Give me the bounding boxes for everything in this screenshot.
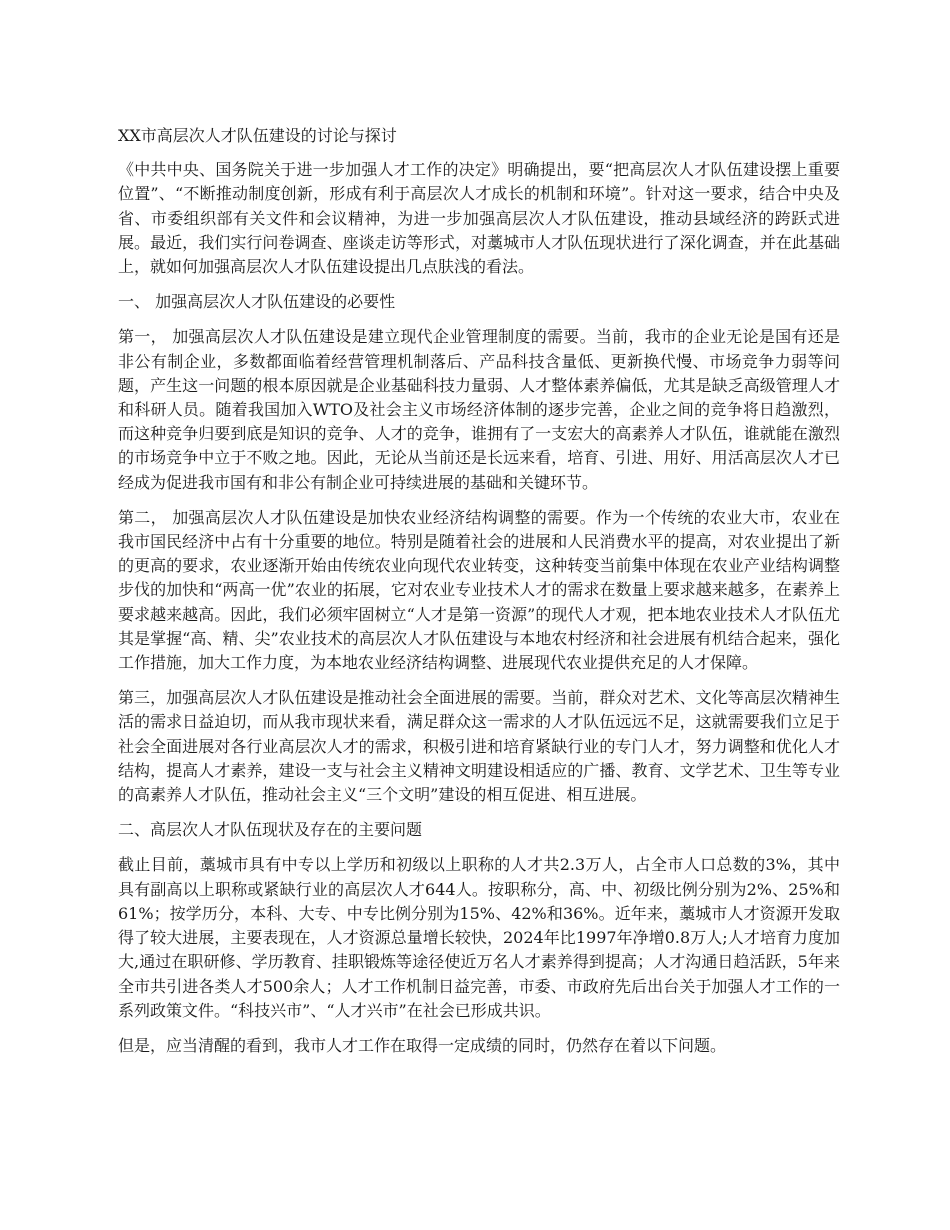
section-heading-2: 二、高层次人才队伍现状及存在的主要问题 <box>118 820 423 840</box>
paragraph-problems-intro: 但是，应当清醒的看到，我市人才工作在取得一定成绩的同时，仍然存在着以下问题。 <box>118 1035 727 1055</box>
paragraph-third: 第三，加强高层次人才队伍建设是推动社会全面进展的需要。当前，群众对艺术、文化等高层次精神生活的需求日益迫切，而从我市现状来看，满足群众这一需求的人才队伍远远不足，这就需要我们立足于社会全面进展对各行业高层次人才的需求，积极引进和培育紧缺行业的专门人才，努力调整和优化人才结构，提高人才素养，建设一支与社会主义精神文明建设相适应的广播、教育、文学艺术、卫生等专业的高素养人才队伍，推动社会主义“三个文明”建设的相互促进、相互进展。 <box>118 688 840 805</box>
document-title: XX市高层次人才队伍建设的讨论与探讨 <box>118 126 397 145</box>
paragraph-status: 截止目前，藁城市具有中专以上学历和初级以上职称的人才共2.3万人，占全市人口总数的3%，其中具有副高以上职称或紧缺行业的高层次人才644人。按职称分，高、中、初级比例分别为2%、25%和61%；按学历分，本科、大专、中专比例分别为15%、42%和36%。近年来，藁城市人才资源开发取得了较大进展，主要表现在，人才资源总量增长较快，2024年比1997年净增0.8万人;人才培育力度加大,通过在职研修、学历教育、挂职锻炼等途径使近万名人才素养得到提高；人才沟通日趋活跃，5年来全市共引进各类人才500余人；人才工作机制日益完善，市委、市政府先后出台关于加强人才工作的一系列政策文件。“科技兴市”、“人才兴市”在社会已形成共识。 <box>118 855 840 1020</box>
document-body <box>118 124 840 1069</box>
intro-paragraph: 《中共中央、国务院关于进一步加强人才工作的决定》明确提出，要“把高层次人才队伍建设摆上重要位置”、“不断推动制度创新，形成有利于高层次人才成长的机制和环境”。针对这一要求，结合中央及省、市委组织部有关文件和会议精神，为进一步加强高层次人才队伍建设，推动县域经济的跨跃式进展。最近，我们实行问卷调查、座谈走访等形式，对藁城市人才队伍现状进行了深化调查，并在此基础上，就如何加强高层次人才队伍建设提出几点肤浅的看法。 <box>118 160 840 277</box>
section-heading-1: 一、 加强高层次人才队伍建设的必要性 <box>118 292 396 312</box>
paragraph-second: 第二， 加强高层次人才队伍建设是加快农业经济结构调整的需要。作为一个传统的农业大市，农业在我市国民经济中占有十分重要的地位。特别是随着社会的进展和人民消费水平的提高，对农业提出了新的更高的要求，农业逐渐开始由传统农业向现代农业转变，这种转变当前集中体现在农业产业结构调整步伐的加快和“两高一优”农业的拓展，它对农业专业技术人才的需求在数量上要求越来越多，在素养上要求越来越高。因此，我们必须牢固树立“人才是第一资源”的现代人才观，把本地农业技术人才队伍尤其是掌握“高、精、尖”农业技术的高层次人才队伍建设与本地农村经济和社会进展有机结合起来，强化工作措施，加大工作力度，为本地农业经济结构调整、进展现代农业提供充足的人才保障。 <box>118 507 840 673</box>
paragraph-first: 第一， 加强高层次人才队伍建设是建立现代企业管理制度的需要。当前，我市的企业无论是国有还是非公有制企业，多数都面临着经营管理机制落后、产品科技含量低、更新换代慢、市场竞争力弱等问题，产生这一问题的根本原因就是企业基础科技力量弱、人才整体素养偏低，尤其是缺乏高级管理人才和科研人员。随着我国加入WTO及社会主义市场经济体制的逐步完善，企业之间的竞争将日趋激烈，而这种竞争归要到底是知识的竞争、人才的竞争，谁拥有了一支宏大的高素养人才队伍，谁就能在激烈的市场竞争中立于不败之地。因此，无论从当前还是长远来看，培育、引进、用好、用活高层次人才已经成为促进我市国有和非公有制企业可持续进展的基础和关键环节。 <box>118 327 840 492</box>
